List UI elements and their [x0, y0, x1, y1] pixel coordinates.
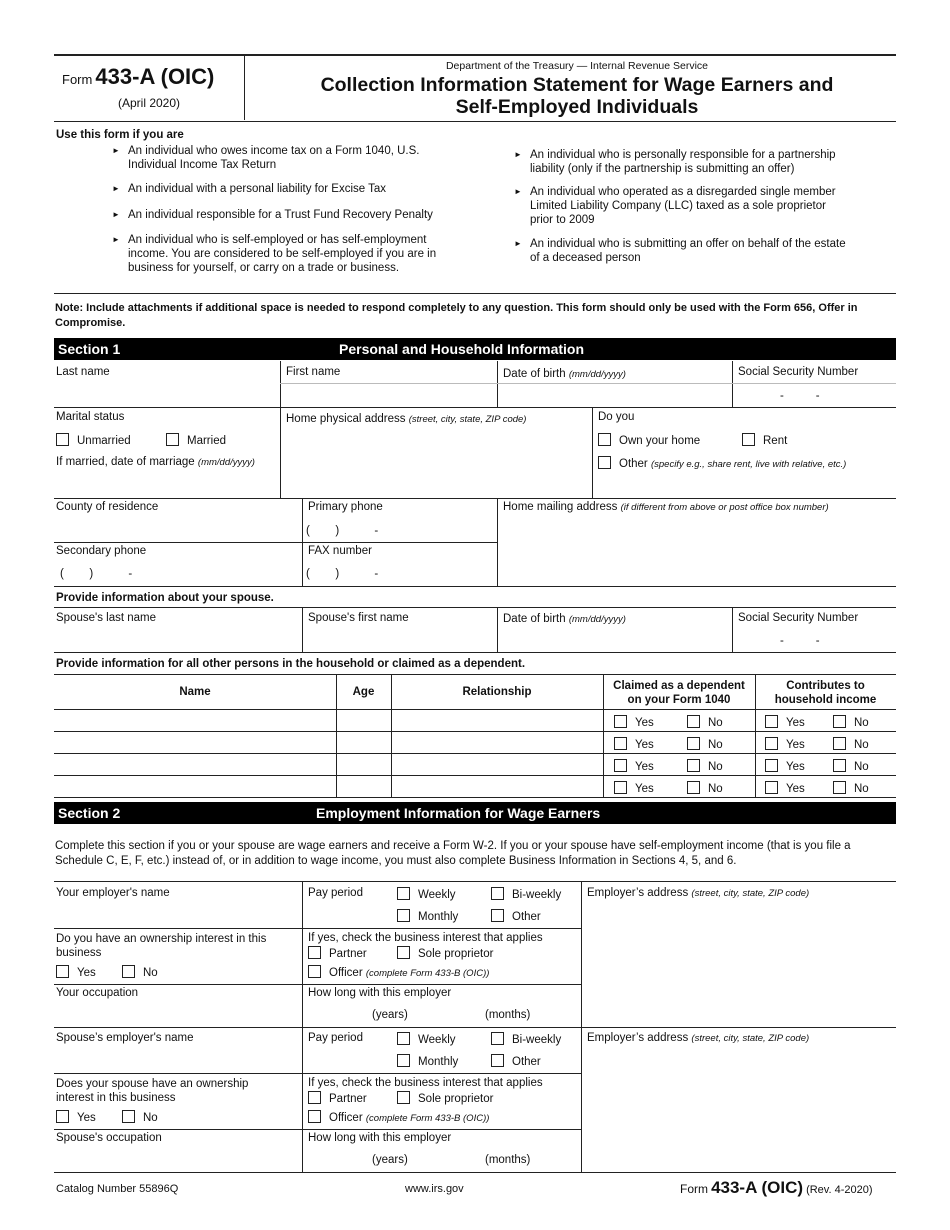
- your-other-pay-option[interactable]: [491, 909, 541, 923]
- contrib-no-checkbox[interactable]: [833, 737, 846, 750]
- intro-heading: Use this form if you are: [56, 129, 184, 141]
- other-pay-checkbox[interactable]: [491, 1054, 504, 1067]
- section-1-number: Section 1: [58, 341, 121, 357]
- dob-format: (mm/dd/yyyy): [568, 369, 626, 380]
- contrib-no-checkbox[interactable]: [833, 781, 846, 794]
- contrib-yes-checkbox[interactable]: [765, 737, 778, 750]
- dob-label: [503, 368, 626, 380]
- bullet-text: An individual who is self-employed or has self-employment income. You are considered to be self-employed if you are in business for yourself, or carry on a trade or business.: [128, 234, 437, 274]
- claimed-no-option[interactable]: [687, 715, 723, 729]
- spouse-employer-address-label: [587, 1032, 809, 1044]
- bullet-text: An individual responsible for a Trust Fund Recovery Penalty: [128, 209, 433, 221]
- form-id: [62, 64, 214, 90]
- divider: [302, 882, 303, 1027]
- section-2-number: Section 2: [58, 805, 121, 821]
- employer-address-hint: (street, city, state, ZIP code): [691, 1033, 810, 1044]
- other-housing-label: Other: [619, 458, 648, 470]
- spouse-dob-format: (mm/dd/yyyy): [568, 614, 626, 625]
- your-pay-period-label: Pay period: [308, 887, 363, 899]
- claimed-yes-checkbox[interactable]: [614, 737, 627, 750]
- ownership-yes-checkbox[interactable]: [56, 1110, 69, 1123]
- your-if-yes-label: If yes, check the business interest that applies: [308, 932, 543, 944]
- household-relationship-field[interactable]: [391, 776, 603, 798]
- claimed-yes-option[interactable]: [614, 781, 654, 795]
- spouse-ssn-label: Social Security Number: [738, 612, 859, 624]
- partner-checkbox[interactable]: [308, 1091, 321, 1104]
- biweekly-label: Bi-weekly: [512, 1034, 562, 1046]
- no-label: No: [143, 1112, 158, 1124]
- title-line-1: Collection Information Statement for Wage Earners and: [320, 74, 834, 96]
- contrib-yes-option[interactable]: [765, 781, 805, 795]
- intro-bullet-1: [112, 144, 488, 172]
- sole-proprietor-checkbox[interactable]: [397, 1091, 410, 1104]
- spouse-ownership-question: Does your spouse have an ownership interest in this business: [56, 1078, 249, 1104]
- officer-hint: (complete Form 433-B (OIC)): [365, 1113, 490, 1124]
- contrib-yes-checkbox[interactable]: [765, 759, 778, 772]
- ssn-field[interactable]: [732, 384, 896, 407]
- spouse-dob-text: Date of birth: [503, 613, 566, 625]
- form-date: (April 2020): [118, 96, 181, 110]
- intro-bullet-4: [112, 233, 488, 275]
- no-label: No: [854, 783, 869, 795]
- rent-label: Rent: [763, 435, 788, 447]
- monthly-label: Monthly: [418, 1056, 459, 1068]
- partner-label: Partner: [329, 948, 367, 960]
- spouse-heading: Provide information about your spouse.: [56, 592, 274, 604]
- spouse-ownership-yes-option[interactable]: [56, 1110, 96, 1124]
- fax-field[interactable]: ( ) -: [306, 568, 379, 580]
- footer-revision: (Rev. 4-2020): [806, 1184, 873, 1196]
- intro-rule: [54, 293, 896, 294]
- first-name-label: First name: [286, 366, 341, 378]
- weekly-checkbox[interactable]: [397, 887, 410, 900]
- footer-form-word: Form: [680, 1182, 708, 1196]
- spouse-employer-name-label: Spouse’s employer's name: [56, 1032, 194, 1044]
- your-officer-option[interactable]: [308, 965, 489, 979]
- spouse-dob-label: [503, 613, 626, 625]
- your-employer-name-field[interactable]: [54, 900, 302, 928]
- yes-label: Yes: [635, 783, 654, 795]
- spouse-first-name-label: Spouse's first name: [308, 612, 409, 624]
- yes-label: Yes: [786, 761, 805, 773]
- weekly-label: Weekly: [418, 1034, 456, 1046]
- spouse-sole-proprietor-option[interactable]: [397, 1091, 493, 1105]
- no-label: No: [708, 761, 723, 773]
- col-age-header: Age: [352, 686, 375, 698]
- claimed-no-checkbox[interactable]: [687, 737, 700, 750]
- fax-label: FAX number: [308, 545, 372, 557]
- title-line-2: Self-Employed Individuals: [455, 96, 699, 118]
- primary-phone-field[interactable]: ( ) -: [306, 525, 379, 537]
- household-age-field[interactable]: [336, 732, 391, 754]
- your-ownership-no-option[interactable]: [122, 965, 158, 979]
- catalog-number: Catalog Number 55896Q: [56, 1183, 179, 1195]
- household-heading: Provide information for all other persons in the household or claimed as a dependent.: [56, 658, 526, 670]
- footer-form-id: [680, 1178, 873, 1198]
- row-rule: [54, 407, 896, 408]
- no-label: No: [854, 739, 869, 751]
- contrib-no-option[interactable]: [833, 737, 869, 751]
- household-name-field[interactable]: [54, 732, 336, 754]
- your-how-long-label: How long with this employer: [308, 987, 452, 999]
- your-partner-option[interactable]: [308, 946, 367, 960]
- department: Department of the Treasury — Internal Revenue Service: [445, 60, 709, 72]
- spouse-months-field[interactable]: (months): [485, 1154, 531, 1166]
- claimed-yes-option[interactable]: [614, 715, 654, 729]
- row-rule: [54, 674, 896, 675]
- intro-bullet-5: [514, 148, 892, 176]
- bullet-icon: ►: [112, 184, 120, 193]
- intro-bullet-7: [514, 237, 892, 265]
- contrib-no-option[interactable]: [833, 759, 869, 773]
- officer-hint: (complete Form 433-B (OIC)): [365, 968, 490, 979]
- last-name-field[interactable]: [54, 361, 280, 407]
- primary-phone-label: Primary phone: [308, 501, 383, 513]
- sole-proprietor-label: Sole proprietor: [418, 1093, 494, 1105]
- spouse-ssn-field[interactable]: - -: [780, 635, 820, 647]
- biweekly-checkbox[interactable]: [491, 887, 504, 900]
- do-you-label: Do you: [598, 411, 635, 423]
- household-name-field[interactable]: [54, 776, 336, 798]
- household-age-field[interactable]: [336, 754, 391, 776]
- your-ownership-yes-option[interactable]: [56, 965, 96, 979]
- own-home-option[interactable]: [598, 433, 700, 447]
- col-claimed-header: [603, 679, 755, 707]
- spouse-ownership-no-option[interactable]: [122, 1110, 158, 1124]
- no-label: No: [708, 739, 723, 751]
- monthly-label: Monthly: [418, 911, 459, 923]
- section-2-title: Employment Information for Wage Earners: [316, 805, 601, 821]
- your-employer-address-field[interactable]: [581, 902, 896, 1027]
- spouse-monthly-option[interactable]: [397, 1054, 458, 1068]
- col-contrib-header: [755, 679, 896, 707]
- married-checkbox[interactable]: [166, 433, 179, 446]
- section-1-header: [54, 338, 896, 360]
- employer-address-text: Employer’s address: [587, 1032, 689, 1044]
- own-home-checkbox[interactable]: [598, 433, 611, 446]
- partner-checkbox[interactable]: [308, 946, 321, 959]
- married-label: Married: [187, 435, 226, 447]
- bullet-icon: ►: [514, 239, 522, 248]
- spouse-last-name-label: Spouse's last name: [56, 612, 157, 624]
- first-name-field[interactable]: [280, 384, 497, 407]
- own-home-label: Own your home: [619, 435, 701, 447]
- officer-label: Officer: [329, 967, 363, 979]
- sole-proprietor-label: Sole proprietor: [418, 948, 494, 960]
- rent-checkbox[interactable]: [742, 433, 755, 446]
- household-name-field[interactable]: [54, 754, 336, 776]
- col-relationship-header: Relationship: [462, 686, 532, 698]
- no-label: No: [708, 783, 723, 795]
- ownership-no-checkbox[interactable]: [122, 965, 135, 978]
- bullet-text: An individual who owes income tax on a Form 1040, U.S. Individual Income Tax Return: [128, 145, 420, 171]
- weekly-checkbox[interactable]: [397, 1032, 410, 1045]
- header-divider: [244, 55, 245, 120]
- row-rule: [54, 652, 896, 653]
- claimed-no-option[interactable]: [687, 759, 723, 773]
- household-relationship-field[interactable]: [391, 710, 603, 732]
- other-housing-hint: (specify e.g., share rent, live with relative, etc.): [650, 459, 847, 470]
- section-2-header: [54, 802, 896, 824]
- your-occupation-label: Your occupation: [56, 987, 139, 999]
- unmarried-option[interactable]: [56, 433, 131, 447]
- spouse-officer-option[interactable]: [308, 1110, 489, 1124]
- your-ownership-question: Do you have an ownership interest in this business: [56, 933, 267, 959]
- contrib-line-2: household income: [774, 694, 877, 706]
- marriage-date-text: If married, date of marriage: [56, 456, 195, 468]
- officer-checkbox[interactable]: [308, 1110, 321, 1123]
- bullet-text: An individual who is personally responsible for a partnership liability (only if the partnership is submitting an offer): [530, 149, 836, 175]
- your-sole-proprietor-option[interactable]: [397, 946, 493, 960]
- form-word: Form: [62, 72, 93, 87]
- monthly-checkbox[interactable]: [397, 909, 410, 922]
- section-2-intro: Complete this section if you or your spouse are wage earners and receive a Form W-2. If you or your spouse have self-employment income (that is you file a Schedule C, E, F, etc.) instead of, or in addition to wage income, you must also complete Business Information in Sections 4, 5, and 6.: [55, 840, 851, 867]
- household-age-field[interactable]: [336, 710, 391, 732]
- claimed-no-checkbox[interactable]: [687, 759, 700, 772]
- claimed-line-2: on your Form 1040: [627, 694, 731, 706]
- contrib-no-option[interactable]: [833, 781, 869, 795]
- section-1-title: Personal and Household Information: [339, 341, 585, 357]
- spouse-if-yes-label: If yes, check the business interest that applies: [308, 1077, 543, 1089]
- claimed-yes-option[interactable]: [614, 759, 654, 773]
- bullet-icon: ►: [514, 187, 522, 196]
- household-relationship-field[interactable]: [391, 754, 603, 776]
- spouse-partner-option[interactable]: [308, 1091, 367, 1105]
- marriage-date-field[interactable]: [54, 470, 280, 498]
- dob-field[interactable]: [497, 384, 732, 407]
- claimed-line-1: Claimed as a dependent: [613, 680, 745, 692]
- bullet-text: An individual who operated as a disregarded single member Limited Liability Company (LLC) taxed as a sole proprietor prior to 2009: [530, 186, 836, 226]
- spouse-biweekly-option[interactable]: [491, 1032, 561, 1046]
- home-address-text: Home physical address: [286, 413, 406, 425]
- spouse-occupation-label: Spouse's occupation: [56, 1132, 162, 1144]
- spouse-other-pay-option[interactable]: [491, 1054, 541, 1068]
- claimed-yes-checkbox[interactable]: [614, 715, 627, 728]
- sole-proprietor-checkbox[interactable]: [397, 946, 410, 959]
- your-monthly-option[interactable]: [397, 909, 458, 923]
- yes-label: Yes: [77, 967, 96, 979]
- row-rule: [54, 797, 896, 798]
- your-biweekly-option[interactable]: [491, 887, 561, 901]
- married-option[interactable]: [166, 433, 226, 447]
- claimed-yes-checkbox[interactable]: [614, 759, 627, 772]
- row-rule: [54, 498, 896, 499]
- spouse-employer-address-field[interactable]: [581, 1047, 896, 1172]
- no-label: No: [708, 717, 723, 729]
- ownership-no-checkbox[interactable]: [122, 1110, 135, 1123]
- bullet-text: An individual with a personal liability for Excise Tax: [128, 183, 387, 195]
- spouse-how-long-label: How long with this employer: [308, 1132, 452, 1144]
- home-address-field[interactable]: [280, 428, 592, 498]
- contrib-no-checkbox[interactable]: [833, 715, 846, 728]
- no-label: No: [854, 717, 869, 729]
- irs-website: www.irs.gov: [405, 1183, 464, 1195]
- row-rule: [54, 1073, 581, 1074]
- spouse-employer-name-field[interactable]: [54, 1045, 302, 1073]
- yes-label: Yes: [786, 717, 805, 729]
- contrib-line-1: Contributes to: [786, 680, 865, 692]
- other-housing-option[interactable]: [598, 456, 846, 470]
- partner-label: Partner: [329, 1093, 367, 1105]
- spouse-dob-field[interactable]: [497, 628, 732, 652]
- your-employer-address-label: [587, 887, 809, 899]
- your-weekly-option[interactable]: [397, 887, 456, 901]
- rent-option[interactable]: [742, 433, 787, 447]
- other-housing-checkbox[interactable]: [598, 456, 611, 469]
- claimed-no-option[interactable]: [687, 737, 723, 751]
- form-title: [262, 74, 892, 118]
- your-occupation-field[interactable]: [54, 1000, 302, 1027]
- household-age-field[interactable]: [336, 776, 391, 798]
- home-address-hint: (street, city, state, ZIP code): [408, 414, 527, 425]
- bullet-icon: ►: [514, 150, 522, 159]
- divider: [592, 407, 593, 499]
- spouse-last-name-field[interactable]: [54, 626, 302, 652]
- contrib-yes-option[interactable]: [765, 759, 805, 773]
- form-number: 433-A (OIC): [95, 64, 215, 89]
- no-label: No: [854, 761, 869, 773]
- bullet-icon: ►: [112, 146, 120, 155]
- bullet-icon: ►: [112, 235, 120, 244]
- mailing-address-text: Home mailing address: [503, 501, 618, 513]
- marital-status-label: Marital status: [56, 411, 125, 423]
- claimed-yes-option[interactable]: [614, 737, 654, 751]
- contrib-yes-option[interactable]: [765, 737, 805, 751]
- footer-form-number: 433-A (OIC): [711, 1178, 804, 1197]
- contrib-yes-checkbox[interactable]: [765, 781, 778, 794]
- contrib-no-checkbox[interactable]: [833, 759, 846, 772]
- mailing-address-label: [503, 501, 829, 513]
- contrib-yes-checkbox[interactable]: [765, 715, 778, 728]
- monthly-checkbox[interactable]: [397, 1054, 410, 1067]
- spouse-pay-period-label: Pay period: [308, 1032, 363, 1044]
- ownership-yes-checkbox[interactable]: [56, 965, 69, 978]
- divider: [732, 607, 733, 652]
- your-employer-name-label: Your employer's name: [56, 887, 170, 899]
- mailing-address-hint: (if different from above or post office box number): [620, 502, 829, 513]
- row-rule: [54, 542, 497, 543]
- intro-bullet-6: [514, 185, 892, 227]
- ssn-label: Social Security Number: [738, 366, 859, 378]
- attachment-note: Note: Include attachments if additional space is needed to respond completely to any question. This form should only be used with the Form 656, Offer in Compromise.: [55, 302, 858, 329]
- unmarried-label: Unmarried: [77, 435, 131, 447]
- row-rule: [54, 1129, 581, 1130]
- household-relationship-field[interactable]: [391, 732, 603, 754]
- yes-label: Yes: [635, 761, 654, 773]
- top-rule: [54, 54, 896, 56]
- officer-checkbox[interactable]: [308, 965, 321, 978]
- other-pay-label: Other: [512, 911, 541, 923]
- contrib-yes-option[interactable]: [765, 715, 805, 729]
- mailing-address-field[interactable]: [497, 516, 896, 586]
- yes-label: Yes: [635, 739, 654, 751]
- row-rule: [54, 1172, 896, 1173]
- yes-label: Yes: [786, 739, 805, 751]
- row-rule: [54, 881, 896, 882]
- marriage-date-label: [56, 456, 255, 468]
- household-name-field[interactable]: [54, 710, 336, 732]
- biweekly-checkbox[interactable]: [491, 1032, 504, 1045]
- header-bottom-rule: [54, 121, 896, 122]
- yes-label: Yes: [635, 717, 654, 729]
- bullet-icon: ►: [112, 210, 120, 219]
- employer-address-text: Employer’s address: [587, 887, 689, 899]
- ssn-separators: - -: [780, 390, 820, 402]
- other-pay-checkbox[interactable]: [491, 909, 504, 922]
- secondary-phone-field[interactable]: ( ) -: [60, 568, 133, 580]
- county-field[interactable]: [54, 514, 302, 542]
- other-pay-label: Other: [512, 1056, 541, 1068]
- biweekly-label: Bi-weekly: [512, 889, 562, 901]
- spouse-occupation-field[interactable]: [54, 1145, 302, 1172]
- row-rule: [54, 586, 896, 587]
- bullet-text: An individual who is submitting an offer on behalf of the estate of a deceased person: [530, 238, 846, 264]
- your-years-field[interactable]: (years): [372, 1009, 408, 1021]
- divider: [302, 1027, 303, 1172]
- last-name-label: Last name: [56, 366, 110, 378]
- weekly-label: Weekly: [418, 889, 456, 901]
- claimed-yes-checkbox[interactable]: [614, 781, 627, 794]
- intro-bullet-3: [112, 208, 488, 222]
- claimed-no-checkbox[interactable]: [687, 715, 700, 728]
- employer-address-hint: (street, city, state, ZIP code): [691, 888, 810, 899]
- row-rule: [54, 928, 581, 929]
- col-name-header: Name: [179, 686, 211, 698]
- contrib-no-option[interactable]: [833, 715, 869, 729]
- spouse-first-name-field[interactable]: [302, 626, 497, 652]
- row-rule: [54, 984, 581, 985]
- spouse-years-field[interactable]: (years): [372, 1154, 408, 1166]
- row-rule: [54, 1027, 896, 1028]
- yes-label: Yes: [77, 1112, 96, 1124]
- spouse-weekly-option[interactable]: [397, 1032, 456, 1046]
- your-months-field[interactable]: (months): [485, 1009, 531, 1021]
- intro-bullet-2: [112, 182, 488, 196]
- dob-text: Date of birth: [503, 368, 566, 380]
- unmarried-checkbox[interactable]: [56, 433, 69, 446]
- secondary-phone-label: Secondary phone: [56, 545, 147, 557]
- row-rule: [54, 607, 896, 608]
- county-label: County of residence: [56, 501, 159, 513]
- claimed-no-option[interactable]: [687, 781, 723, 795]
- claimed-no-checkbox[interactable]: [687, 781, 700, 794]
- marriage-date-format: (mm/dd/yyyy): [197, 457, 255, 468]
- officer-label: Officer: [329, 1112, 363, 1124]
- no-label: No: [143, 967, 158, 979]
- yes-label: Yes: [786, 783, 805, 795]
- home-address-label: [286, 413, 526, 425]
